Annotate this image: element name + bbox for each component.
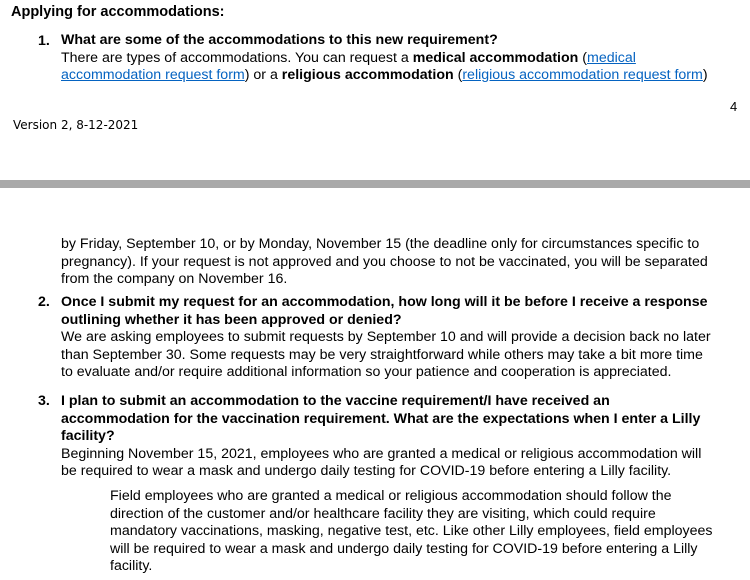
field-employees-line: facility. [110,558,153,574]
q1-text-a: There are types of accommodations. You can request a [61,49,413,66]
q2-title-line: outlining whether it has been approved or denied? [61,311,402,328]
q2-block [61,294,746,382]
field-employees-line: direction of the customer and/or healthcare facility they are visiting, which could require [110,505,656,522]
q1-number: 1. [38,33,50,49]
document-page-bottom [0,188,750,580]
continuation-paragraph [61,236,741,289]
q1-strong-religious: religious accommodation [281,67,454,83]
q1-paren-close: ) [702,67,708,83]
medical-form-link[interactable]: medical [587,49,636,66]
q1-paren-open-1: ( [578,49,587,66]
q1-text-b: ) or a [244,67,282,83]
document-page-top [0,0,750,180]
q3-number: 3. [38,393,50,409]
section-heading: Applying for accommodations: [11,4,225,20]
q1-block [61,32,741,85]
q1-paren-open-2: ( [453,67,463,83]
continuation-line: pregnancy). If your request is not approved and you choose to not be vaccinated, you will be separated [61,253,708,270]
q3-title-line: accommodation for the vaccination requirement. What are the expectations when I enter a Lilly [61,410,701,427]
q1-title: What are some of the accommodations to this new requirement? [61,32,498,48]
page-number: 4 [730,99,738,114]
q2-number: 2. [38,294,50,310]
q3-body-line: Beginning November 15, 2021, employees who are granted a medical or religious accommodation will [61,445,702,462]
q2-body-line: than September 30. Some requests may be very straightforward while others may take a bit more time [61,346,703,363]
version-label: Version 2, 8-12-2021 [13,118,139,132]
q3-title-line: facility? [61,428,115,444]
q3-body-line: be required to wear a mask and undergo daily testing for COVID-19 before entering a Lilly facility. [61,463,672,479]
field-employees-paragraph [110,488,740,576]
field-employees-line: mandatory vaccinations, masking, negative test, etc. Like other Lilly employees, field employees [110,523,713,539]
q3-title-line: I plan to submit an accommodation to the vaccine requirement/I have received an [61,393,610,409]
q1-strong-medical: medical accommodation [412,49,579,66]
page-separator [0,180,750,188]
q2-body-line: We are asking employees to submit requests by September 10 and will provide a decision back no later [61,329,711,345]
continuation-line: by Friday, September 10, or by Monday, November 15 (the deadline only for circumstances specific to [61,236,700,252]
religious-form-link[interactable]: religious accommodation request form [462,67,703,83]
q2-title-line: Once I submit my request for an accommodation, how long will it be before I receive a response [61,294,708,310]
q1-body-line1 [61,50,741,68]
field-employees-line: will be required to wear a mask and undergo daily testing for COVID-19 before entering a Lilly [110,540,698,557]
q3-block [61,393,746,481]
medical-form-link-continued[interactable]: accommodation request form [61,67,245,83]
q2-body-line: to evaluate and/or require additional information so your patience and cooperation is appreciated. [61,364,672,380]
q1-body-line2 [61,67,741,85]
field-employees-line: Field employees who are granted a medical or religious accommodation should follow the [110,488,672,504]
continuation-line: from the company on November 16. [61,271,288,287]
